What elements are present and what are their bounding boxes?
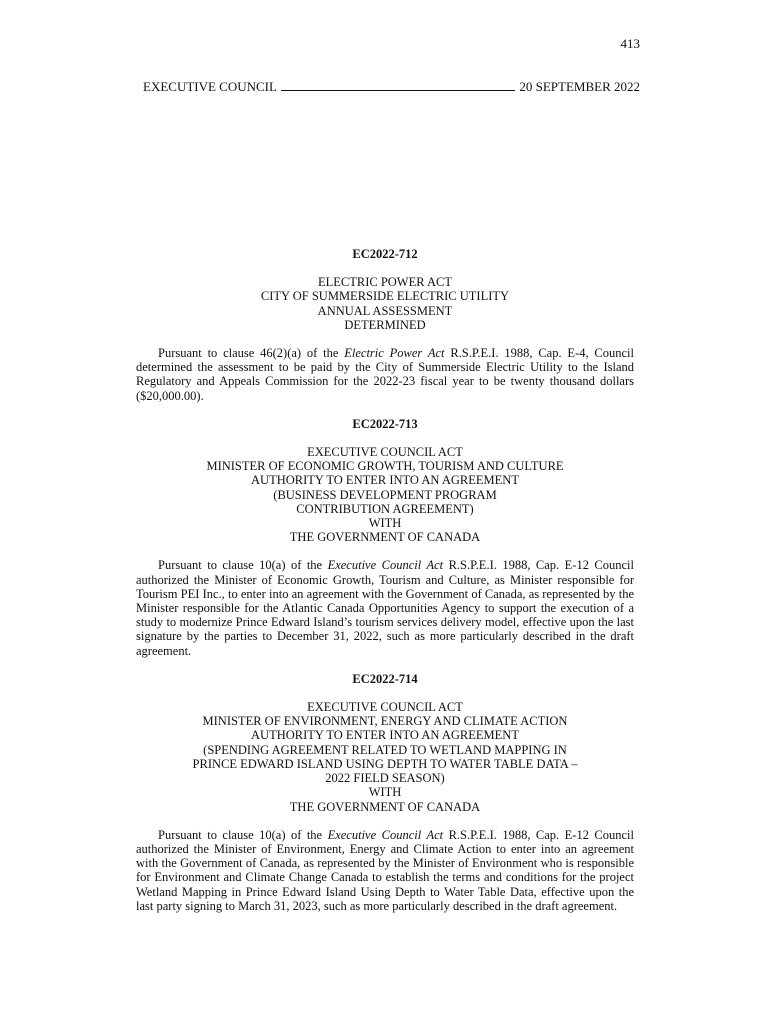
act-name: Executive Council Act (327, 558, 444, 573)
order-heading-line: AUTHORITY TO ENTER INTO AN AGREEMENT (251, 728, 519, 743)
running-header (143, 79, 640, 95)
order-heading-line: CONTRIBUTION AGREEMENT) (296, 501, 474, 516)
header-left-title: EXECUTIVE COUNCIL (143, 79, 277, 94)
order-text-rest: R.S.P.E.I. 1988, Cap. E-12 Council authorized the Minister of Economic Growth, Tourism and Culture, as Minister responsible for Tourism PEI Inc., to enter into an agreement with the Government of Canada, as represented by the Minister responsible for the Atlantic Canada Opportunities Agency to support the execution of a study to modernize Prince Edward Island’s tourism services delivery model, effective upon the last signature by the parties to December 31, 2022, such as more particularly described in the draft agreement. (136, 558, 634, 658)
order-text (136, 558, 634, 657)
order-heading-line: MINISTER OF ENVIRONMENT, ENERGY AND CLIMATE ACTION (202, 714, 568, 729)
order-text (136, 346, 634, 403)
order-heading (136, 275, 634, 332)
order-heading-line: PRINCE EDWARD ISLAND USING DEPTH TO WATER TABLE DATA – (192, 756, 578, 771)
order-heading-line: (SPENDING AGREEMENT RELATED TO WETLAND MAPPING IN (203, 742, 567, 757)
order-text-rest: R.S.P.E.I. 1988, Cap. E-4, Council determined the assessment to be paid by the City of Summerside Electric Utility to the Island Regulatory and Appeals Commission for the 2022-23 fiscal year to be twenty thousand dollars ($20,000.00). (136, 346, 634, 403)
order-heading-line: DETERMINED (344, 317, 426, 332)
order-heading (136, 445, 634, 544)
order-heading-line: AUTHORITY TO ENTER INTO AN AGREEMENT (251, 473, 519, 488)
order-heading-line: WITH (368, 785, 402, 800)
order-number: EC2022-713 (352, 416, 418, 431)
page-number: 413 (620, 36, 640, 51)
order-text-lead: Pursuant to clause 46(2)(a) of the (158, 346, 345, 361)
order-heading-line: 2022 FIELD SEASON) (325, 771, 445, 786)
order-heading-line: THE GOVERNMENT OF CANADA (289, 530, 481, 545)
order-number: EC2022-714 (352, 671, 418, 686)
order-ec2022-713 (136, 417, 634, 658)
order-heading-line: WITH (368, 516, 402, 531)
order-heading-line: EXECUTIVE COUNCIL ACT (307, 445, 463, 460)
header-date: 20 SEPTEMBER 2022 (519, 79, 640, 94)
act-name: Executive Council Act (327, 827, 444, 842)
order-ec2022-714 (136, 672, 634, 913)
orders-content (136, 247, 634, 927)
order-heading-line: THE GOVERNMENT OF CANADA (289, 799, 481, 814)
order-heading-line: ANNUAL ASSESSMENT (317, 303, 453, 318)
order-number: EC2022-712 (352, 247, 418, 261)
order-heading-line: EXECUTIVE COUNCIL ACT (307, 700, 463, 715)
order-heading (136, 700, 634, 814)
order-text-lead: Pursuant to clause 10(a) of the (158, 827, 328, 842)
order-text-rest: R.S.P.E.I. 1988, Cap. E-12 Council authorized the Minister of Environment, Energy and Climate Action to enter into an agreement with the Government of Canada, as represented by the Minister of Environment who is responsible for Environment and Climate Change Canada to establish the terms and conditions for the project Wetland Mapping in Prince Edward Island Using Depth to Water Table Data, effective upon the last party signing to March 31, 2023, such as more particularly described in the draft agreement. (136, 827, 634, 913)
order-heading-line: CITY OF SUMMERSIDE ELECTRIC UTILITY (260, 289, 510, 304)
header-rule (281, 79, 515, 91)
act-name: Electric Power Act (344, 346, 445, 361)
order-heading-line: ELECTRIC POWER ACT (317, 275, 453, 290)
order-ec2022-712 (136, 247, 634, 403)
order-heading-line: (BUSINESS DEVELOPMENT PROGRAM (273, 487, 497, 502)
order-heading-line: MINISTER OF ECONOMIC GROWTH, TOURISM AND CULTURE (206, 459, 564, 474)
order-text (136, 828, 634, 913)
order-text-lead: Pursuant to clause 10(a) of the (158, 558, 328, 573)
